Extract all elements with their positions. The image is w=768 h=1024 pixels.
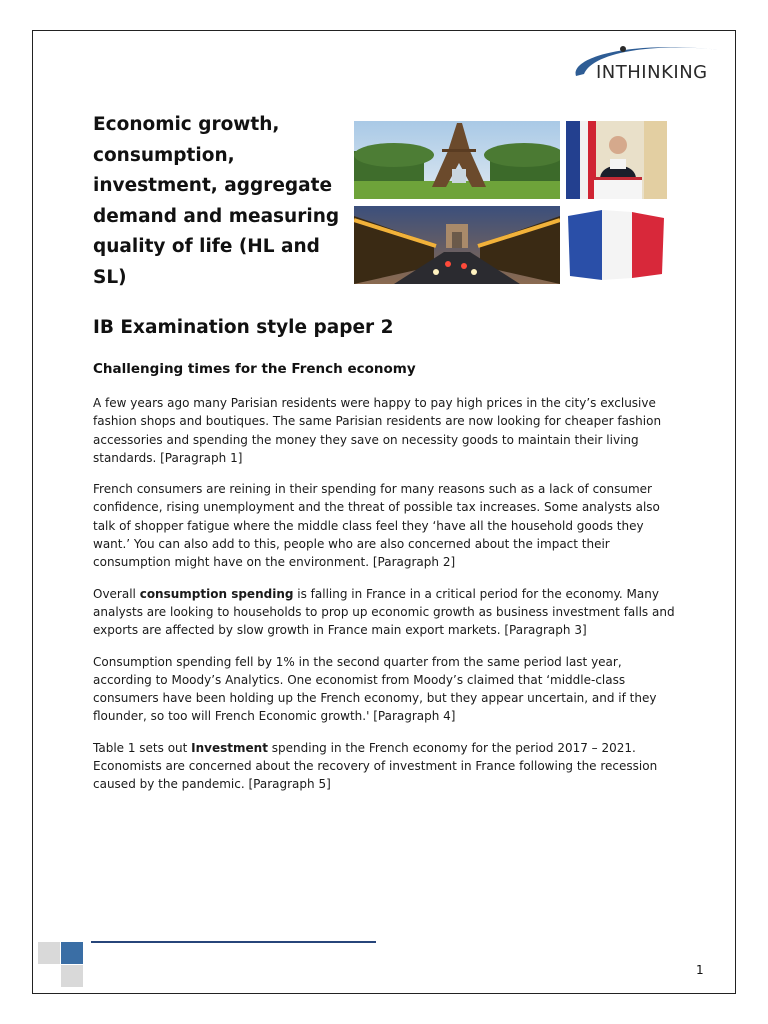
footer-square-grey-lower bbox=[61, 965, 83, 987]
page-number: 1 bbox=[696, 963, 704, 977]
french-flag-photo bbox=[566, 206, 667, 284]
footer-rule bbox=[91, 941, 376, 943]
article-body bbox=[93, 394, 675, 807]
document-title: Economic growth, consumption, investment, aggregate demand and measuring quality of life (HL and SL) bbox=[93, 114, 340, 288]
footer-square-grey bbox=[38, 942, 60, 964]
paragraph-3: Overall consumption spending is falling in France in a critical period for the economy. Many analysts are looking to households to prop up economic growth as business investment falls and exports are affected by slow growth in France main export markets. [Paragraph 3] bbox=[93, 586, 675, 638]
champs-elysees-night-photo bbox=[354, 206, 560, 284]
section-title: IB Examination style paper 2 bbox=[93, 317, 394, 338]
footer-square-blue bbox=[61, 942, 83, 964]
macron-podium-photo bbox=[566, 121, 667, 199]
paragraph-4: Consumption spending fell by 1% in the second quarter from the same period last year, according to Moody’s Analytics. One economist from Moody’s claimed that ‘middle-class consumers have been holding up the French economy, but they appear uncertain, and if they flounder, so too will French Economic growth.' [Paragraph 4] bbox=[93, 654, 657, 724]
paragraph-2: French consumers are reining in their spending for many reasons such as a lack of consumer confidence, rising unemployment and the threat of possible tax increases. Some analysts also talk of shopper fatigue where the middle class feel they ‘have all the household goods they want.’ You can also add to this, people who are also concerned about the impact their consumption might have on the environment. [Paragraph 2] bbox=[93, 482, 660, 570]
logo-text: INTHINKING bbox=[596, 62, 708, 83]
article-subheading: Challenging times for the French economy bbox=[93, 361, 416, 377]
paragraph-5: Table 1 sets out Investment spending in the French economy for the period 2017 – 2021. Economists are concerned about the recovery of investment in France following the recession caused by the pandemic. [Paragraph 5] bbox=[93, 740, 658, 792]
paragraph-1: A few years ago many Parisian residents were happy to pay high prices in the city’s exclusive fashion shops and boutiques. The same Parisian residents are now looking for cheaper fashion accessories and spending the money they save on necessity goods to maintain their living standards. [Paragraph 1] bbox=[93, 396, 662, 465]
eiffel-tower-photo bbox=[354, 121, 560, 199]
